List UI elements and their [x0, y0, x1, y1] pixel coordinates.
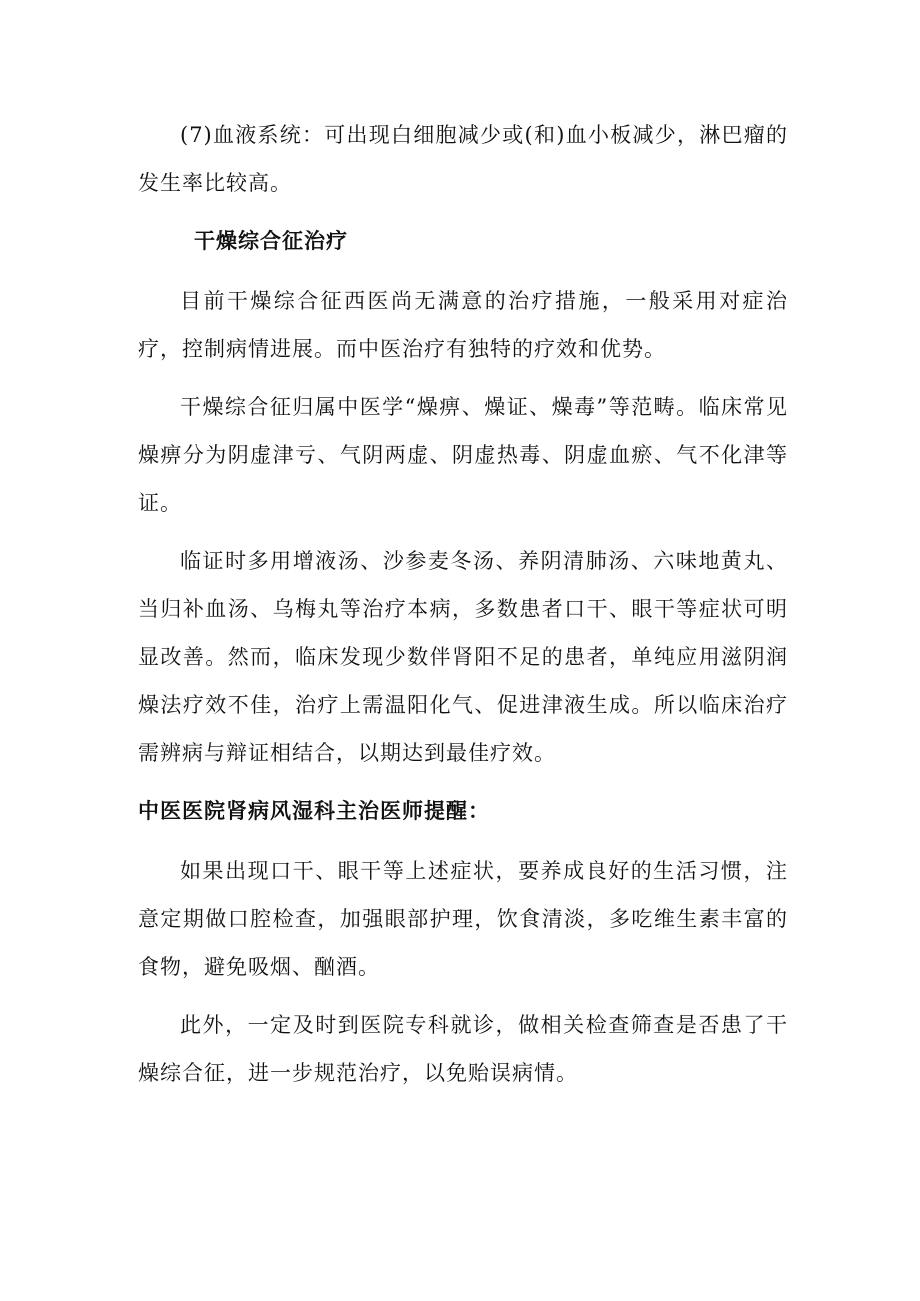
paragraph-blood-system: (7)血液系统：可出现白细胞减少或(和)血小板减少，淋巴瘤的发生率比较高。 [138, 123, 788, 195]
section-heading-doctor-reminder: 中医医院肾病风湿科主治医师提醒： [138, 799, 490, 823]
section-heading-treatment: 干燥综合征治疗 [194, 229, 348, 253]
paragraph-lifestyle-advice: 如果出现口干、眼干等上述症状，要养成良好的生活习惯，注意定期做口腔检查，加强眼部护理，饮食清淡，多吃维生素丰富的食物，避免吸烟、酗酒。 [138, 859, 788, 979]
paragraph-seek-care: 此外，一定及时到医院专科就诊，做相关检查筛查是否患了干燥综合征，进一步规范治疗，以免贻误病情。 [138, 1013, 788, 1085]
paragraph-western-treatment: 目前干燥综合征西医尚无满意的治疗措施，一般采用对症治疗，控制病情进展。而中医治疗有独特的疗效和优势。 [138, 289, 788, 361]
paragraph-prescriptions: 临证时多用增液汤、沙参麦冬汤、养阴清肺汤、六味地黄丸、当归补血汤、乌梅丸等治疗本病，多数患者口干、眼干等症状可明显改善。然而，临床发现少数伴肾阳不足的患者，单纯应用滋阴润燥法疗效不佳，治疗上需温阳化气、促进津液生成。所以临床治疗需辨病与辩证相结合，以期达到最佳疗效。 [138, 549, 788, 765]
paragraph-tcm-classification: 干燥综合征归属中医学“燥痹、燥证、燥毒”等范畴。临床常见燥痹分为阴虚津亏、气阴两虚、阴虚热毒、阴虚血瘀、气不化津等证。 [138, 395, 788, 515]
document-body [138, 111, 788, 1107]
